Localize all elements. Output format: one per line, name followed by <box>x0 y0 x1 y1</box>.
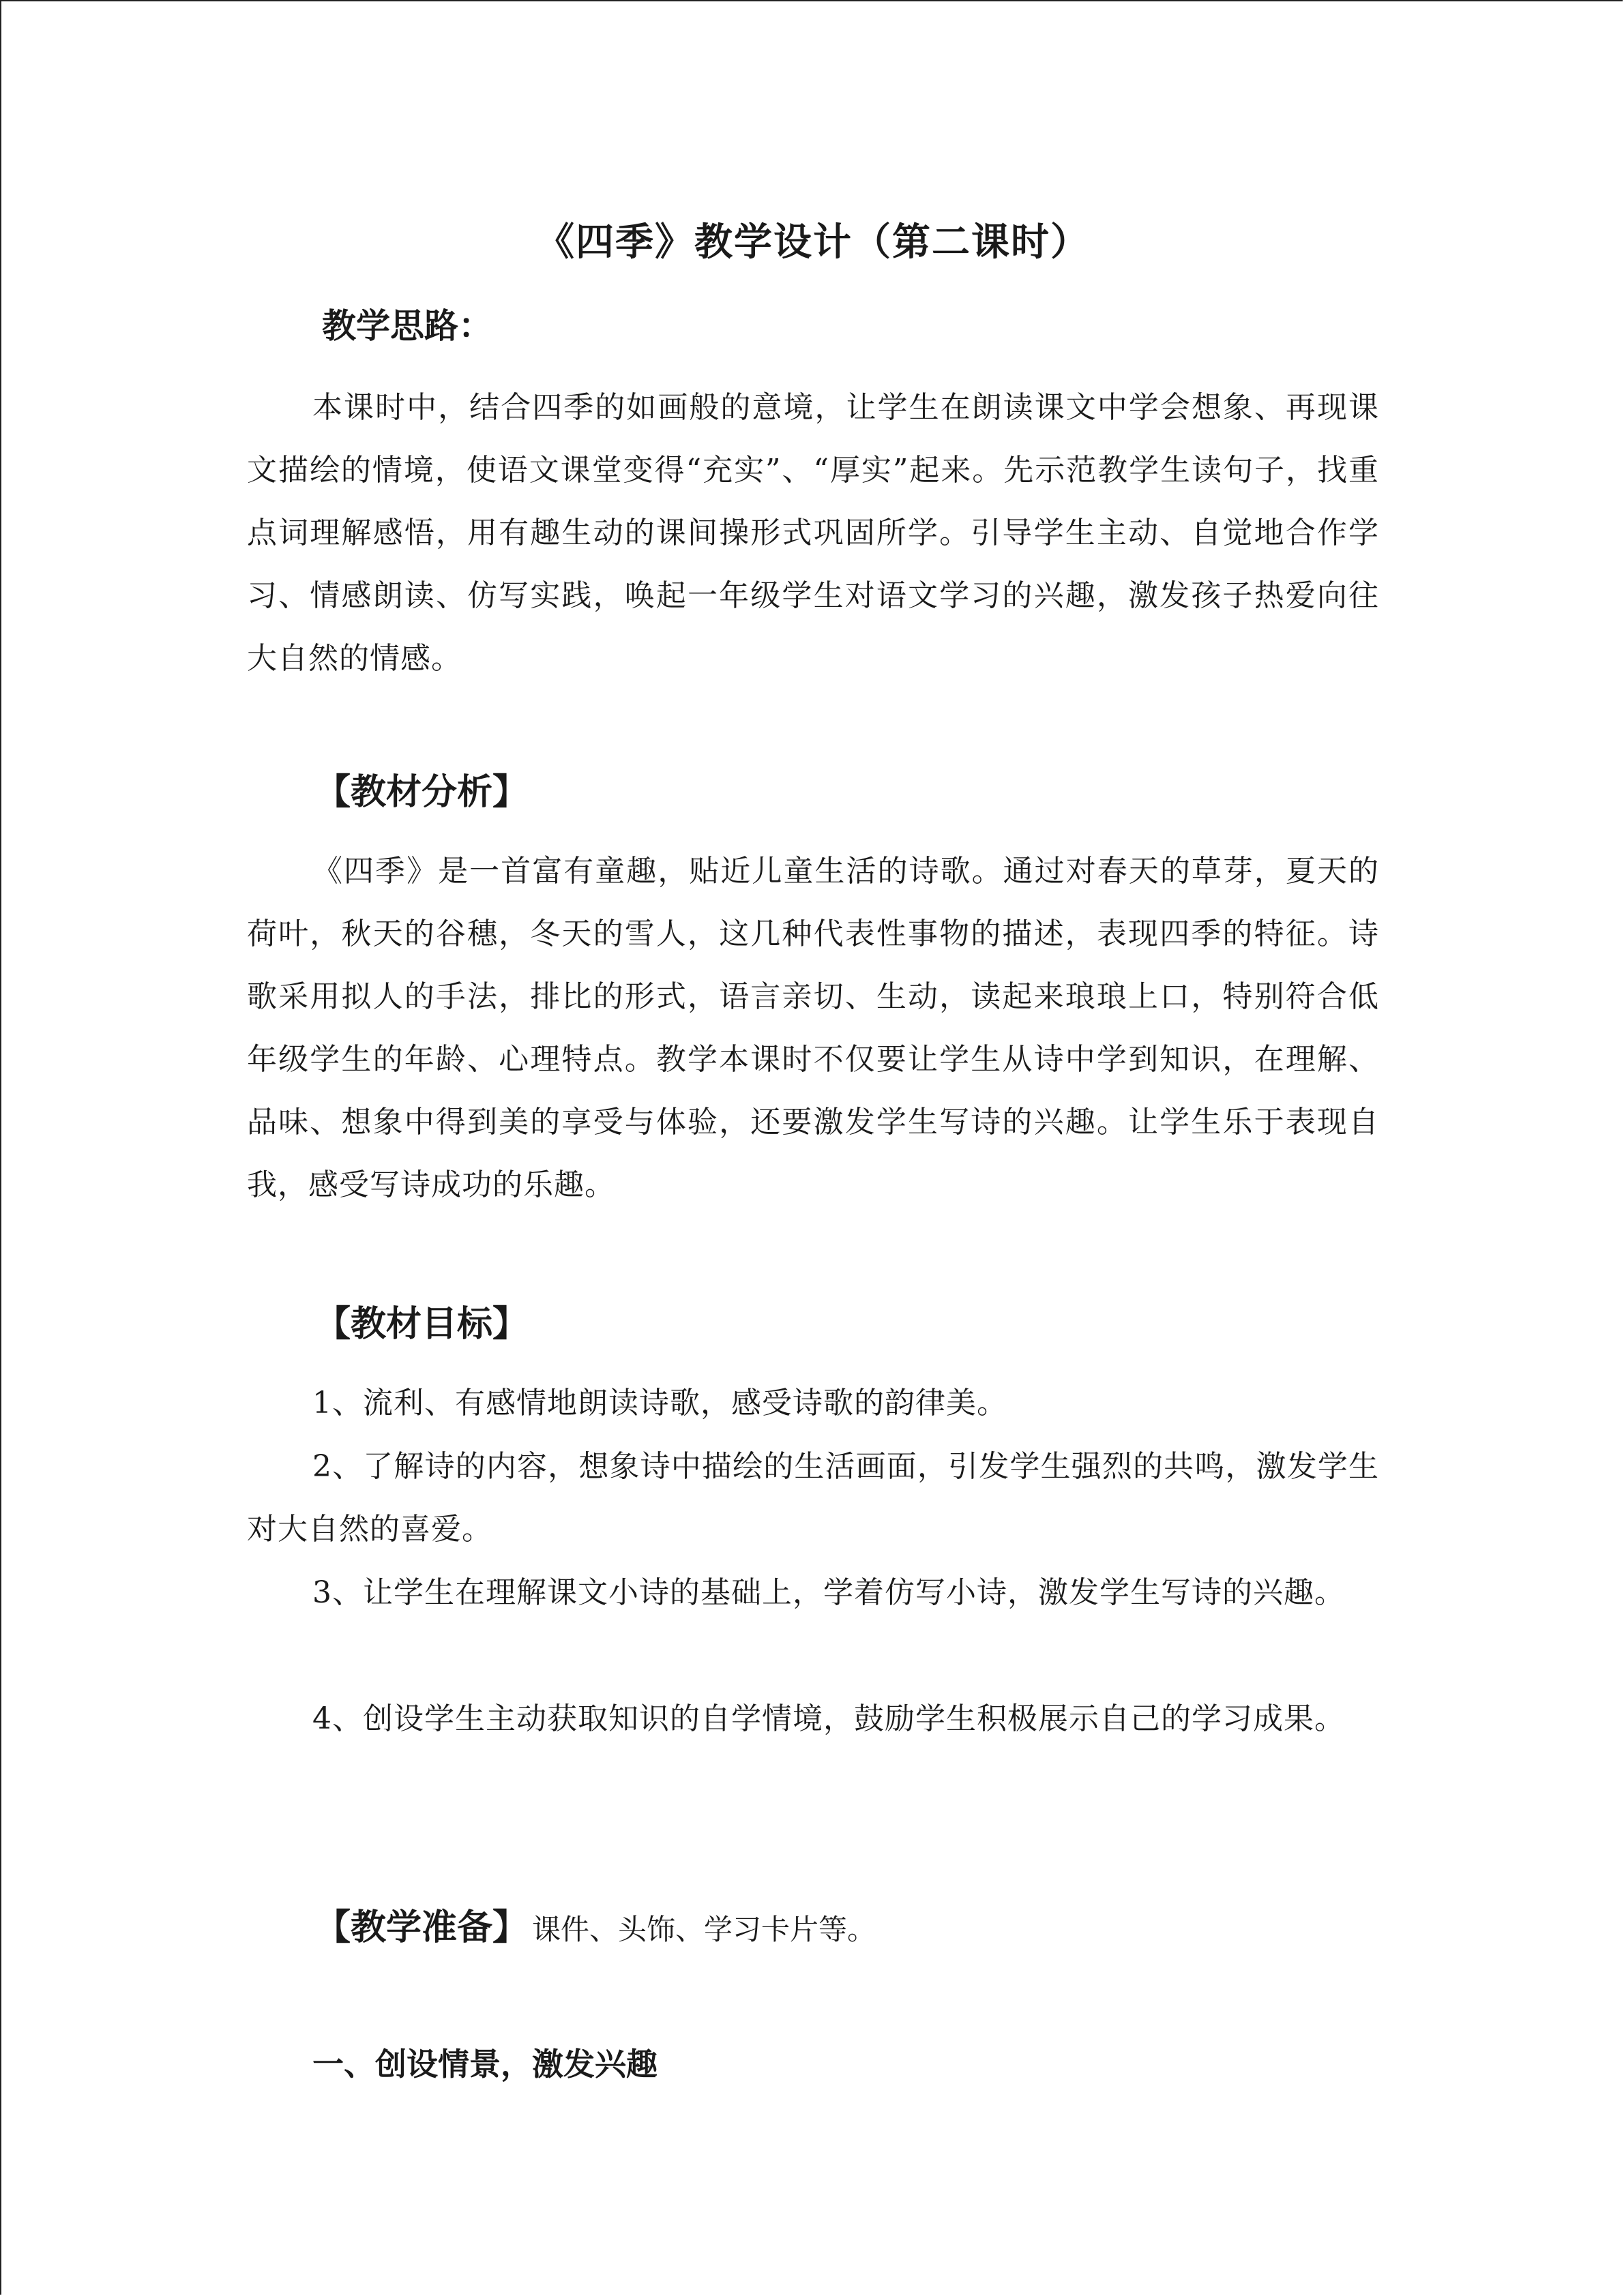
preparation-content: 课件、头饰、学习卡片等。 <box>532 1913 876 1946</box>
analysis-paragraph: 《四季》是一首富有童趣，贴近儿童生活的诗歌。通过对春天的草芽，夏天的荷叶，秋天的谷穗，冬天的雪人，这几种代表性事物的描述，表现四季的特征。诗歌采用拟人的手法，排比的形式，语言亲切、生动，读起来琅琅上口，特别符合低年级学生的年龄、心理特点。教学本课时不仅要让学生从诗中学到知识，在理解、品味、想象中得到美的享受与体验，还要激发学生写诗的兴趣。让学生乐于表现自我，感受写诗成功的乐趣。 <box>247 854 1379 1202</box>
approach-paragraph: 本课时中，结合四季的如画般的意境，让学生在朗读课文中学会想象、再现课文描绘的情境，使语文课堂变得“充实”、“厚实”起来。先示范教学生读句子，找重点词理解感悟，用有趣生动的课间操形式巩固所学。引导学生主动、自觉地合作学习、情感朗读、仿写实践，唤起一年级学生对语文学习的兴趣，激发孩子热爱向往大自然的情感。 <box>247 390 1379 676</box>
goals-heading: 【教材目标】 <box>315 1303 529 1345</box>
approach-heading: 教学思路： <box>322 305 492 346</box>
preparation-heading <box>315 1900 876 1957</box>
preparation-heading-label: 【教学准备】 <box>315 1907 529 1948</box>
goal-item-2: 2、了解诗的内容，想象诗中描绘的生活画面，引发学生强烈的共鸣，激发学生对大自然的喜爱。 <box>247 1449 1379 1547</box>
goal-item-4: 4、创设学生主动获取知识的自学情境，鼓励学生积极展示自己的学习成果。 <box>312 1701 1345 1736</box>
analysis-heading: 【教材分析】 <box>315 771 529 813</box>
document-title: 《四季》教学设计（第二课时） <box>536 220 1090 265</box>
goal-item-1: 1、流利、有感情地朗读诗歌，感受诗歌的韵律美。 <box>312 1386 1007 1420</box>
goal-item-3: 3、让学生在理解课文小诗的基础上，学着仿写小诗，激发学生写诗的兴趣。 <box>312 1575 1345 1610</box>
step-one-heading: 一、创设情景，激发兴趣 <box>312 2046 658 2083</box>
